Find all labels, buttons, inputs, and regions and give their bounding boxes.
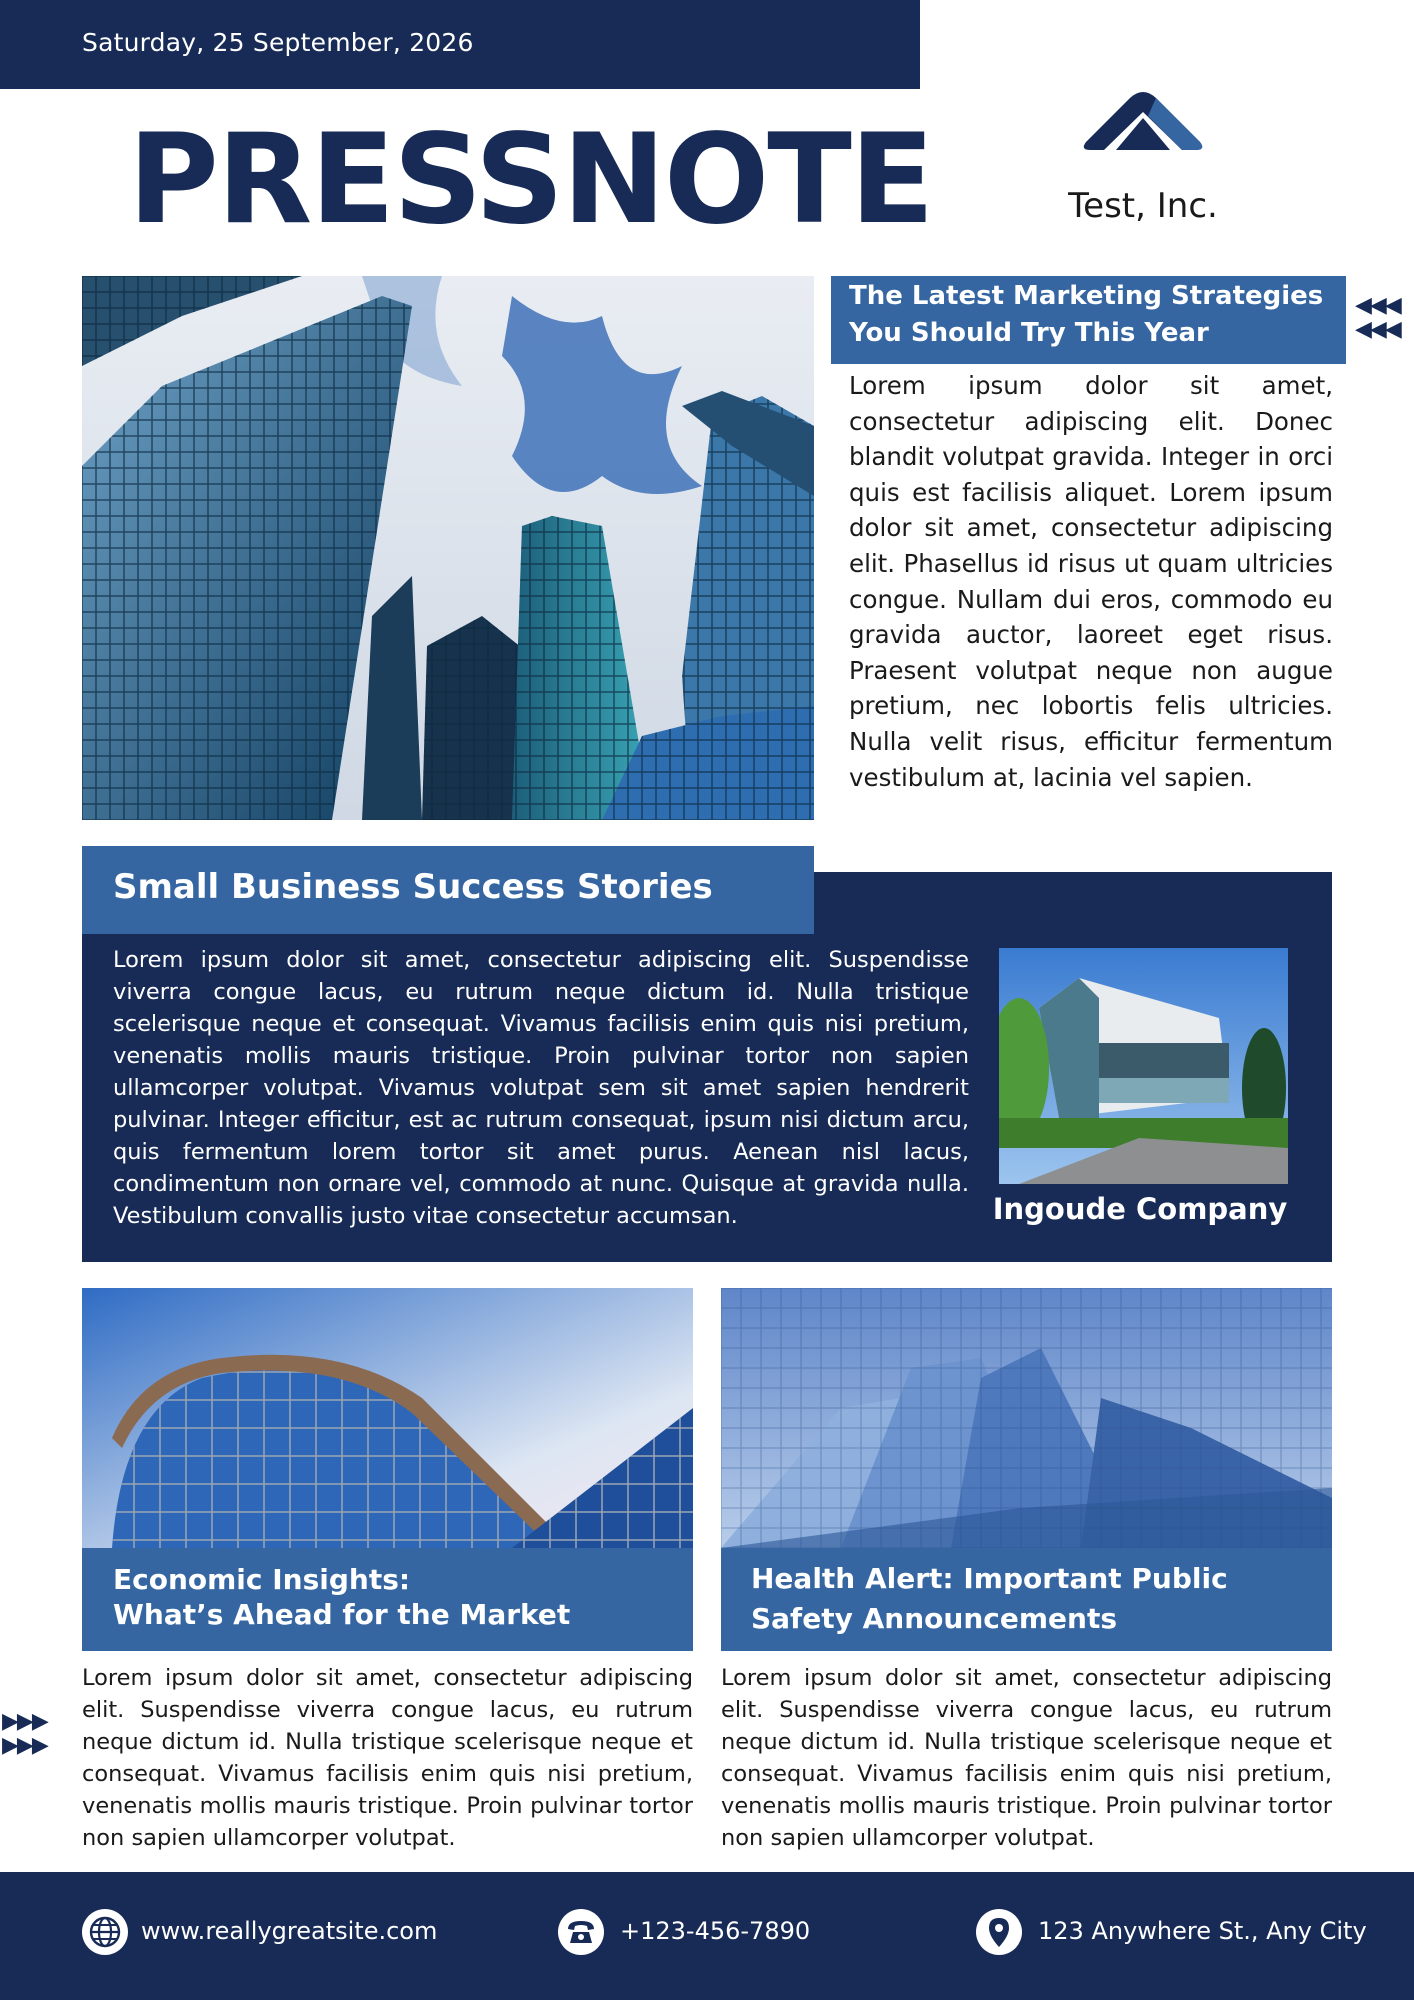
small-business-body: Lorem ipsum dolor sit amet, consectetur adipiscing elit. Suspendisse viverra congue lacus, eu rutrum neque dictum id. Nulla tristique scelerisque neque et consequat. Vivamus facilisis enim quis nisi pretium, venenatis mollis mauris tristique. Proin pulvinar tortor non sapien ullamcorper volutpat. Vivamus volutpat sem sit amet sapien hendrerit pulvinar. Integer efficitur, est ac rutrum consequat, ipsum nisi dictum arcu, quis fermentum lorem tortor sit amet purus. Aenean nisl lacus, condimentum non ornare vel, commodo at nunc. Quisque at gravida nulla. Vestibulum convallis justo vitae consectetur accumsan. bbox=[113, 947, 969, 1229]
company-name: Test, Inc. bbox=[1068, 186, 1218, 226]
small-business-title: Small Business Success Stories bbox=[113, 867, 713, 907]
address: 123 Anywhere St., Any City bbox=[1038, 1917, 1367, 1945]
website-link[interactable]: www.reallygreatsite.com bbox=[141, 1917, 438, 1945]
arrow-decoration-right-pointing: ▶▶▶ ▶▶▶ bbox=[2, 1709, 47, 1758]
map-pin-icon bbox=[976, 1909, 1022, 1955]
economic-article-title bbox=[113, 1562, 683, 1632]
arrow-decoration-left-pointing: ◀◀◀ ◀◀◀ bbox=[1355, 293, 1400, 342]
curved-glass-building-photo bbox=[82, 1288, 693, 1548]
economic-title-line1: Economic Insights: bbox=[113, 1563, 411, 1596]
health-article-body: Lorem ipsum dolor sit amet, consectetur adipiscing elit. Suspendisse viverra congue lacus, eu rutrum neque dictum id. Nulla tristique scelerisque neque et consequat. Vivamus facilisis enim quis nisi pretium, venenatis mollis mauris tristique. Proin pulvinar tortor non sapien ullamcorper volutpat. bbox=[721, 1665, 1332, 1851]
marketing-article-title: The Latest Marketing Strategies You Should Try This Year bbox=[849, 281, 1324, 348]
issue-date: Saturday, 25 September, 2026 bbox=[82, 28, 474, 57]
glass-towers-photo bbox=[721, 1288, 1332, 1548]
masthead-title: PRESSNOTE bbox=[128, 108, 933, 252]
marketing-article-body: Lorem ipsum dolor sit amet, consectetur adipiscing elit. Donec blandit volutpat gravida. Integer in orci quis est facilisis aliquet. Lorem ipsum dolor sit amet, consectetur adipiscing elit. Phasellus id risus ut quam ultricies congue. Nullam dui eros, commodo eu gravida auctor, laoreet eget risus. Praesent volutpat neque non augue pretium, nec lobortis felis ultricies. Nulla velit risus, efficitur fermentum vestibulum at, lacinia vel sapien. bbox=[849, 371, 1333, 792]
phone-icon bbox=[558, 1909, 604, 1955]
economic-title-line2: What’s Ahead for the Market bbox=[113, 1598, 571, 1631]
small-business-photo-caption: Ingoude Company bbox=[992, 1192, 1288, 1226]
globe-icon bbox=[82, 1909, 128, 1955]
phone-number[interactable]: +123-456-7890 bbox=[620, 1917, 811, 1945]
office-building-photo bbox=[999, 948, 1288, 1184]
economic-article-body: Lorem ipsum dolor sit amet, consectetur adipiscing elit. Suspendisse viverra congue lacus, eu rutrum neque dictum id. Nulla tristique scelerisque neque et consequat. Vivamus facilisis enim quis nisi pretium, venenatis mollis mauris tristique. Proin pulvinar tortor non sapien ullamcorper volutpat. bbox=[82, 1665, 693, 1851]
hero-skyscrapers-photo bbox=[82, 276, 814, 820]
health-article-title: Health Alert: Important Public Safety Announcements bbox=[751, 1562, 1228, 1635]
company-logo-icon bbox=[1078, 84, 1208, 166]
